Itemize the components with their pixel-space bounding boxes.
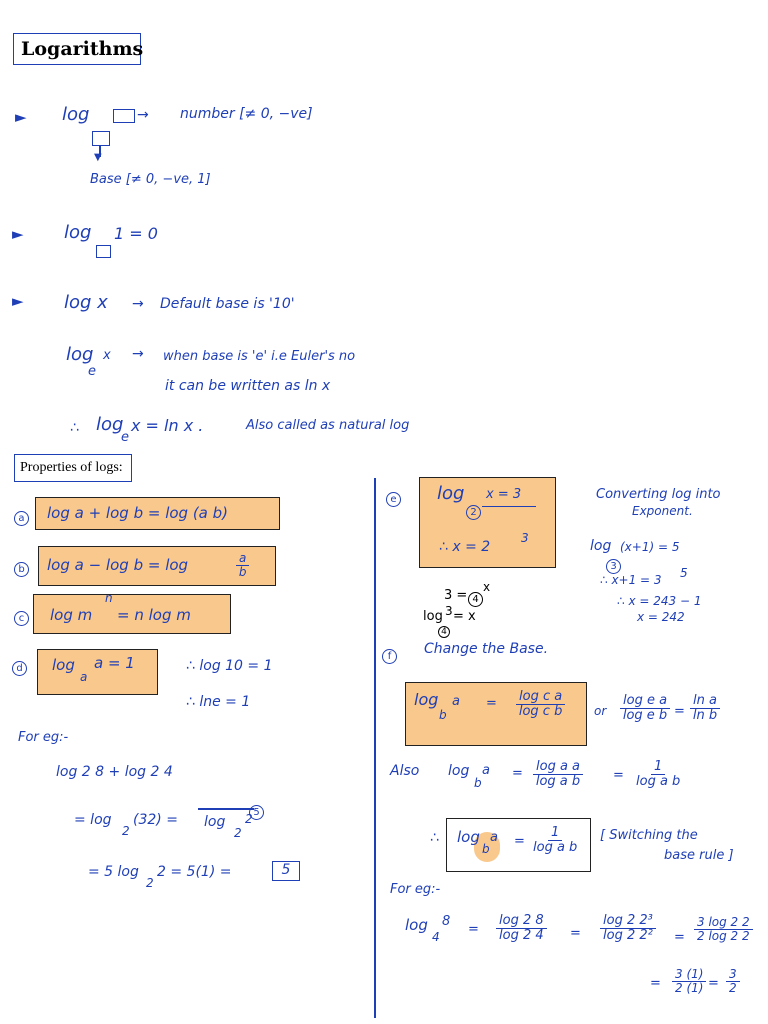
left-example-line2-log: log <box>204 814 226 830</box>
right-example-log: log <box>405 916 428 934</box>
default-base-text: Default base is '10' <box>160 296 295 312</box>
cb-num: log c a <box>516 690 565 705</box>
cb-eq2: = <box>674 704 685 719</box>
conv-example-line4: x = 242 <box>637 610 685 624</box>
also-den: log a b <box>535 774 581 790</box>
property-d-sub: a <box>80 670 88 684</box>
conv-example-rest: (x+1) = 5 <box>620 540 680 554</box>
marker-c: c <box>14 611 29 626</box>
right-f5-den: 2 <box>729 981 737 996</box>
natural-log-text: Also called as natural log <box>246 418 410 433</box>
switch-a: a <box>490 830 498 845</box>
number-condition: number [≠ 0, −ve] <box>180 106 313 122</box>
right-f3-num: 3 log 2 2 <box>694 916 753 930</box>
when-base-e-text: when base is 'e' i.e Euler's no <box>163 349 356 364</box>
property-c-sup: n <box>105 591 113 605</box>
bullet-arrow-1: ► <box>15 108 27 126</box>
cb-alt-den: log e b <box>622 708 668 724</box>
right-example-eq1: = <box>468 922 479 937</box>
also-eq2: = <box>613 768 624 783</box>
property-d-log: log <box>52 656 75 674</box>
cb-alt-num: log e a <box>620 694 670 709</box>
right-example-label: For eg:- <box>390 882 441 897</box>
also-sub: b <box>474 776 482 790</box>
property-d-log10: ∴ log 10 = 1 <box>186 658 273 674</box>
right-f1-den: log 2 4 <box>499 928 544 944</box>
base-condition: Base [≠ 0, −ve, 1] <box>90 172 211 187</box>
loge-x: x <box>103 348 111 363</box>
right-f1-num: log 2 8 <box>496 914 547 929</box>
property-c-left: log m <box>50 606 93 624</box>
conv-example-log: log <box>590 538 612 554</box>
conv-example-circle: 3 <box>606 559 621 574</box>
number-arrow: → <box>137 107 149 123</box>
left-example-overline <box>198 808 254 810</box>
cb-log: log <box>414 690 439 709</box>
bullet3-log-x: log x <box>64 292 108 313</box>
also-a: a <box>482 763 490 778</box>
change-base-title: Change the Base. <box>424 641 549 657</box>
cb-ln-den: ln b <box>692 708 718 724</box>
switch-sub: b <box>482 842 490 856</box>
small-eq-1-sup: x <box>483 580 491 594</box>
switch-note-1: [ Switching the <box>600 828 698 843</box>
conv-example-sup2: 5 <box>680 566 688 580</box>
therefore-symbol: ∴ <box>70 420 79 436</box>
left-example-line2-b: (32) = <box>133 812 178 828</box>
property-e-log: log <box>437 483 465 504</box>
bullet2-log: log <box>64 222 92 243</box>
also-eq: = <box>512 766 523 781</box>
right-example-eq5: = <box>708 976 719 991</box>
right-example-eq3: = <box>674 930 685 945</box>
property-d-rest: a = 1 <box>94 654 135 672</box>
right-f2-den: log 2 2² <box>603 928 653 944</box>
cb-a: a <box>452 694 460 709</box>
bullet3-arrow: → <box>132 296 144 312</box>
property-a-formula: log a + log b = log (a b) <box>47 504 229 522</box>
property-b-left: log a − log b = log <box>47 556 189 574</box>
left-example-label: For eg:- <box>18 730 69 745</box>
left-example-line2-sub: 2 <box>122 824 130 838</box>
right-f5-num: 3 <box>726 968 740 982</box>
loge-arrow: → <box>132 346 144 362</box>
cb-eq: = <box>486 696 497 711</box>
cb-or: or <box>594 704 607 718</box>
left-example-line3-a: = 5 log <box>88 864 139 880</box>
switch-eq: = <box>514 834 525 849</box>
cb-den: log c b <box>518 704 563 720</box>
also-num: log a a <box>533 760 583 775</box>
bullet-arrow-3: ► <box>12 292 24 310</box>
switch-num: 1 <box>548 826 562 841</box>
bullet-arrow-2: ► <box>12 225 24 243</box>
marker-f: f <box>382 649 397 664</box>
bullet2-rest: 1 = 0 <box>114 224 158 243</box>
small-eq-2-circle: 4 <box>438 626 450 638</box>
property-e-x: x = 3 <box>486 487 522 502</box>
right-example-8: 8 <box>442 914 451 929</box>
marker-b: b <box>14 562 29 577</box>
number-placeholder-box <box>113 109 135 123</box>
property-e-therefore: ∴ x = 2 <box>439 539 491 555</box>
left-example-line1: log 2 8 + log 2 4 <box>56 764 173 780</box>
switch-den: log a b <box>533 840 578 856</box>
bullet2-base-box <box>96 245 111 258</box>
property-c-right: = n log m <box>117 606 191 624</box>
left-example-line3-sub: 2 <box>146 876 154 890</box>
marker-d: d <box>12 661 27 676</box>
therefore-rest: x = ln x . <box>131 416 204 435</box>
property-b-frac-num: a <box>236 552 249 566</box>
conv-example-line3: ∴ x = 243 − 1 <box>617 594 702 608</box>
right-example-sub: 4 <box>432 930 440 944</box>
converting-text-2: Exponent. <box>632 504 693 518</box>
small-eq-2-log: log <box>423 609 443 624</box>
right-example-eq4: = <box>650 976 661 991</box>
left-example-line3-b: 2 = 5(1) = <box>157 864 232 880</box>
property-e-arrow-line <box>482 506 536 507</box>
right-f4-den: 2 (1) <box>675 981 704 996</box>
loge-sub: e <box>88 364 96 379</box>
right-example-eq2: = <box>570 926 581 941</box>
also-log: log <box>448 763 470 779</box>
column-divider <box>374 478 376 1018</box>
therefore-sub: e <box>121 430 129 445</box>
base-placeholder-box <box>92 131 110 146</box>
marker-a: a <box>14 511 29 526</box>
property-e-circle: 2 <box>466 505 481 520</box>
property-b-frac-den: b <box>238 565 247 580</box>
switch-log: log <box>457 828 480 846</box>
small-eq-2-rest: = x <box>453 609 476 624</box>
small-eq-1: 3 = <box>444 588 468 603</box>
conv-example-line2: ∴ x+1 = 3 <box>600 573 662 587</box>
left-example-answer-box: 5 <box>272 861 300 881</box>
properties-label: Properties of logs: <box>14 454 132 482</box>
right-f2-num: log 2 2³ <box>600 914 656 929</box>
switch-therefore: ∴ <box>430 830 439 846</box>
left-example-line2-sub2: 2 <box>234 826 242 840</box>
converting-text-1: Converting log into <box>596 487 721 502</box>
written-as-ln-text: it can be written as ln x <box>165 378 331 394</box>
base-down-arrow: ▼ <box>94 152 102 163</box>
also-label: Also <box>390 763 420 779</box>
cb-sub: b <box>439 708 447 722</box>
left-example-line2-a: = log <box>74 812 112 828</box>
right-f4-num: 3 (1) <box>672 968 706 982</box>
therefore-log: log <box>96 414 124 435</box>
page-title: Logarithms <box>13 33 141 65</box>
loge-log: log <box>66 344 94 365</box>
right-f3-den: 2 log 2 2 <box>697 929 750 944</box>
property-d-lne: ∴ lne = 1 <box>186 694 251 710</box>
left-example-line2-sup: 2 <box>245 812 253 826</box>
cb-ln-num: ln a <box>690 694 720 709</box>
also-den2: log a b <box>636 774 681 790</box>
left-example-circle: 5 <box>249 805 264 820</box>
switch-note-2: base rule ] <box>664 848 734 863</box>
small-eq-2-sup: 3 <box>445 604 453 618</box>
bullet1-log: log <box>62 104 90 125</box>
small-eq-1-circle: 4 <box>468 592 483 607</box>
marker-e: e <box>386 492 401 507</box>
also-num2: 1 <box>651 760 665 775</box>
property-e-sup: 3 <box>521 531 529 545</box>
